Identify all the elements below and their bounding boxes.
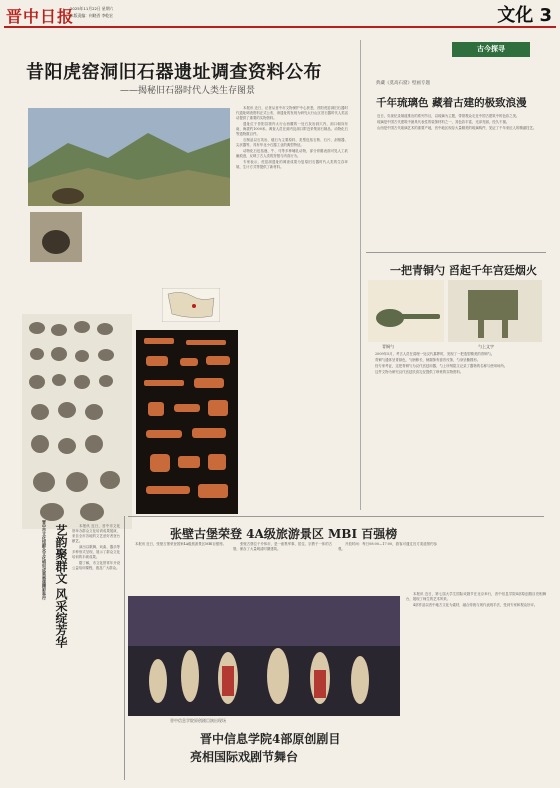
vertical-paragraph: 本报讯 近日，晋中市文化馆举办群众文化培训成果展演，来自全市各地的文艺爱好者登台献艺。 bbox=[72, 524, 120, 543]
bronze-paragraph: 这件文物为研究汉代宫廷饮食礼仪提供了珍贵的实物资料。 bbox=[375, 370, 464, 374]
bronze-paragraph: 青铜勺通体呈青绿色，勺柄修长，柄端饰有兽首纹饰，勺身呈椭圆形。 bbox=[375, 358, 481, 362]
bronze-paragraph: 经专家考证，这把青铜勺为汉代宫廷用器，勺上所刻铭文记录了器物的名称与使用场所。 bbox=[375, 364, 508, 368]
mbi-paragraph: 开放时间：每日08:00—17:00，游客可通过官方渠道预约参观。 bbox=[338, 542, 437, 551]
main-title: 昔阳虎窑洞旧石器遗址调查资料公布 bbox=[26, 62, 322, 83]
fossils-photo bbox=[136, 330, 238, 514]
bronze-paragraph: 2009年5月，考古人员在清理一处汉代墓葬时，发现了一把造型精美的青铜勺。 bbox=[375, 352, 495, 356]
side-article-title: 千年琉璃色 藏着古建的极致浪漫 bbox=[376, 97, 527, 109]
side-paragraph: 琉璃是中国古代建筑中最具代表性的装饰材料之一，其色彩丰富、光泽亮丽，经久不褪。 bbox=[377, 120, 510, 124]
main-article-body bbox=[236, 106, 348, 512]
masthead bbox=[0, 0, 560, 26]
bronze-rule bbox=[366, 252, 546, 253]
map-photo bbox=[162, 288, 220, 322]
masthead-date: 2025年11月22日 星期六 bbox=[70, 6, 114, 11]
drama-title2: 亮相国际戏剧节舞台 bbox=[190, 750, 299, 764]
drama-body bbox=[406, 592, 546, 776]
main-paragraph: 本报讯 近日，记者从晋中市文物保护中心获悉，昔阳虎窑洞旧石器时代遗址调查资料正式公布，该遗址的发现为研究太行山区旧石器时代人类活动提供了重要的实物资料。 bbox=[236, 106, 348, 120]
mbi-body bbox=[128, 542, 542, 584]
masthead-logo: 晋中日报 bbox=[6, 7, 75, 26]
bronze-title: 一把青铜勺 舀起千年宫廷烟火 bbox=[390, 264, 537, 277]
drama-paragraph: 本报讯 近日，第七届大学生国际戏剧节在北京举行，晋中信息学院4部原创剧目亮相舞台，展现了师生的艺术风采。 bbox=[406, 592, 546, 601]
landscape-photo-svg bbox=[28, 108, 230, 206]
side-article-kicker: 典藏《莫高石窟》壁画专题 bbox=[376, 81, 430, 86]
column-tag bbox=[452, 42, 530, 57]
drama-title: 晋中信息学院4部原创剧目 bbox=[200, 732, 341, 746]
side-article-body bbox=[370, 114, 540, 242]
main-paragraph: 石制品以石英岩、燧石为主要原料，类型包括石核、石片、刮削器、尖状器等，具有华北小石器工业的典型特征。 bbox=[236, 138, 348, 147]
bronze-inscription-photo bbox=[448, 280, 542, 342]
drama-photo-svg bbox=[128, 596, 400, 716]
map-photo-svg bbox=[162, 288, 220, 322]
masthead-editor: 本版责编：何晓晋 李乾宏 bbox=[70, 13, 113, 18]
main-paragraph: 专家表示，虎窑洞遗址的调查成果为复原旧石器时代人类的生存环境、生计方式等提供了新材料。 bbox=[236, 160, 348, 169]
drama-paragraph: 4部作品以晋中地方文化为素材，融合传统与现代表现手法，受到专家和观众好评。 bbox=[413, 603, 538, 607]
bronze-photo bbox=[368, 280, 444, 342]
fossils-photo-svg bbox=[136, 330, 238, 514]
column-tag-label: 古今探寻 bbox=[477, 45, 505, 53]
stones-photo-svg bbox=[22, 314, 132, 529]
vertical-subtitle: 晋中市文化馆群众文化培训成果展演精彩举行 bbox=[42, 520, 47, 600]
side-paragraph: 近日，央视纪录频道推出的系列节目，以琉璃为主题，带领观众走近中国古建筑中的色彩之美。 bbox=[377, 114, 520, 118]
mid-divider bbox=[128, 516, 544, 517]
bronze-inscription-svg bbox=[448, 280, 542, 342]
bronze-body bbox=[368, 352, 544, 464]
vertical-divider bbox=[124, 516, 125, 780]
main-paragraph: 动物化石包括鹿、牛、马等多种哺乳动物，部分骨骼表面可见人工砍砸痕迹，反映了古人类的狩猎与肉食行为。 bbox=[236, 149, 348, 158]
mbi-paragraph: 本报讯 近日，张壁古堡荣登国家4A级旅游景区MBI百强榜。 bbox=[135, 542, 226, 546]
vertical-paragraph: 演出以歌舞、戏曲、器乐等多种形式呈现，展示了群众文化培训的丰硕成果。 bbox=[72, 545, 120, 559]
masthead-rule bbox=[4, 26, 556, 28]
vertical-paragraph: 据了解，市文化馆常年开设公益培训课程，惠及广大群众。 bbox=[72, 561, 120, 570]
bronze-caption2: 勺上文字 bbox=[478, 344, 494, 349]
drama-photo bbox=[128, 596, 400, 716]
vertical-title: 艺韵聚群文 风采绽芳华 bbox=[54, 524, 68, 649]
cave-photo-svg bbox=[30, 212, 82, 262]
side-paragraph: 山西是中国古代琉璃艺术的重要产地，晋中地区现存大量精美的琉璃构件，见证了千年来匠人的精湛技艺。 bbox=[377, 126, 537, 130]
right-column-divider bbox=[360, 40, 361, 510]
stones-photo bbox=[22, 314, 132, 529]
mbi-paragraph: 张壁古堡位于介休市，是一座集军事、居住、宗教于一体的古堡，保存了大量明清时期建筑。 bbox=[233, 542, 332, 551]
bronze-caption1: 青铜勺 bbox=[382, 344, 394, 349]
cave-photo bbox=[30, 212, 82, 262]
main-paragraph: 遗址位于昔阳县境内太行山西麓的一处石灰岩洞穴内，洞口朝向东南，海拔约1000米。调查人员在洞内及洞口附近采集到石制品、动物化石等遗物数百件。 bbox=[236, 122, 348, 136]
main-subtitle: ——揭秘旧石器时代人类生存图景 bbox=[120, 86, 256, 96]
drama-photo-caption: 晋中信息学院原创剧目演出现场 bbox=[170, 718, 226, 723]
mbi-title: 张壁古堡荣登 4A级旅游景区 MBI 百强榜 bbox=[170, 527, 398, 541]
landscape-photo bbox=[28, 108, 230, 206]
bronze-photo-svg bbox=[368, 280, 444, 342]
section-title: 文化 3 bbox=[497, 5, 552, 26]
vertical-body bbox=[72, 524, 120, 778]
